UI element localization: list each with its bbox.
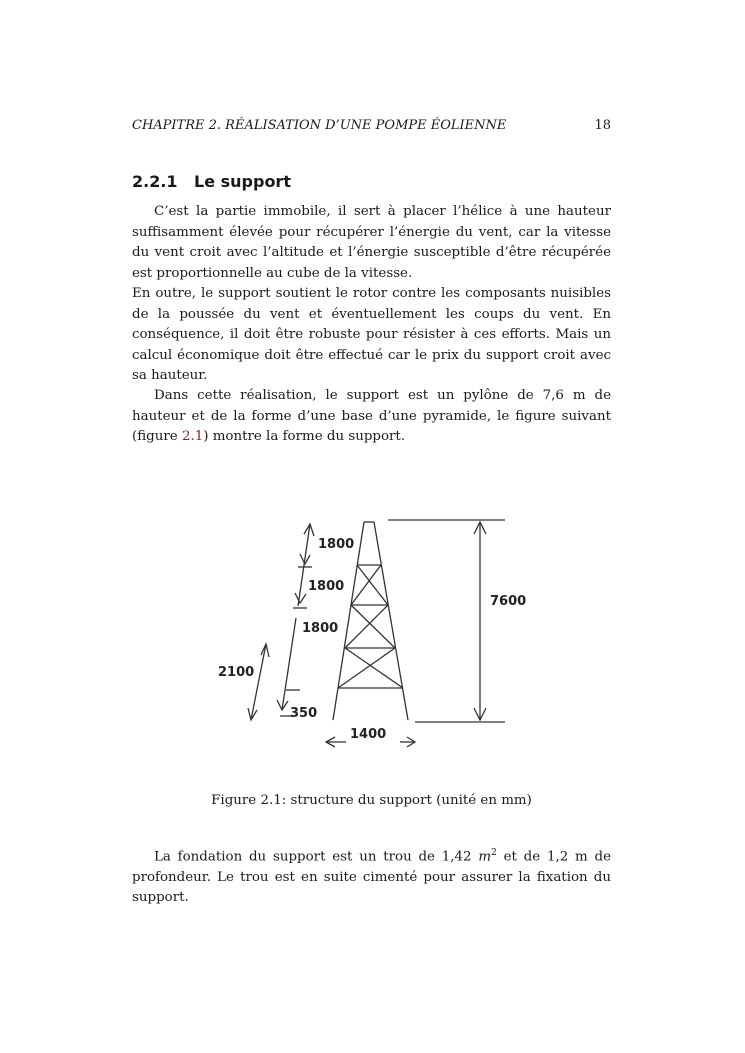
tower-diagram — [210, 510, 530, 760]
page-number: 18 — [594, 118, 611, 133]
paragraph-1: C’est la partie immobile, il sert à placer l’hélice à une hauteur suffisamment élevée pour récupérer l’énergie du vent, car la vitesse du vent croit avec l’altitude et l’énergie susceptible d’être récupérée est proportionnelle au cube de la vitesse. — [132, 204, 611, 281]
label-base-offset: 350 — [290, 706, 318, 721]
paragraph-3-text-a: Dans cette réalisation, le support est un pylône de 7,6 m de hauteur et de la forme d’une base d’une pyramide, le figure suivant (figure — [132, 388, 611, 444]
unit-m: m — [478, 849, 492, 865]
paragraph-4-text-b: et de 1,2 m de profondeur. Le trou est en suite cimenté pour assurer la fixation du support. — [132, 849, 611, 906]
tower-right-leg — [374, 522, 408, 720]
figure-caption: Figure 2.1: structure du support (unité en mm) — [211, 793, 532, 808]
paragraph-3 — [132, 386, 611, 448]
section-number: 2.2.1 — [132, 172, 178, 191]
label-side: 2100 — [218, 665, 255, 680]
paragraph-4-text-a: La fondation du support est un trou de 1,42 — [154, 849, 479, 865]
slant-dimension-lower — [282, 618, 296, 710]
seg2-arrow-bottom — [295, 593, 306, 603]
tower-cross-brace — [357, 565, 388, 605]
tower-cross-brace — [338, 648, 395, 688]
label-total-height: 7600 — [490, 594, 527, 609]
label-seg1: 1800 — [318, 537, 355, 552]
paragraph-3-text-b: ) montre la forme du support. — [203, 429, 406, 444]
paragraph-2: En outre, le support soutient le rotor contre les composants nuisibles de la poussée du vent et éventuellement les coups du vent. En conséquence, il doit être robuste pour résister à ces efforts. Mais un calcul économique doit être effectué car le prix du support croit avec sa hauteur. — [132, 286, 611, 383]
tower-cross-brace — [351, 565, 381, 605]
section-heading — [132, 172, 291, 191]
unit-exponent: 2 — [491, 848, 497, 858]
running-header — [132, 118, 611, 133]
figure-reference-link[interactable]: 2.1 — [181, 429, 204, 444]
label-base-width: 1400 — [350, 727, 387, 742]
chapter-title: CHAPITRE 2. RÉALISATION D’UNE POMPE ÉOLIENNE — [132, 118, 507, 133]
side-dimension-line — [251, 644, 266, 720]
tower-cross-brace — [345, 648, 403, 688]
tower-figure — [210, 510, 530, 760]
label-seg2: 1800 — [308, 579, 345, 594]
tower-cross-brace — [345, 605, 388, 648]
tower-cross-brace — [351, 605, 395, 648]
section-title: Le support — [194, 172, 291, 191]
paragraph-4 — [132, 843, 611, 909]
label-seg3: 1800 — [302, 621, 339, 636]
